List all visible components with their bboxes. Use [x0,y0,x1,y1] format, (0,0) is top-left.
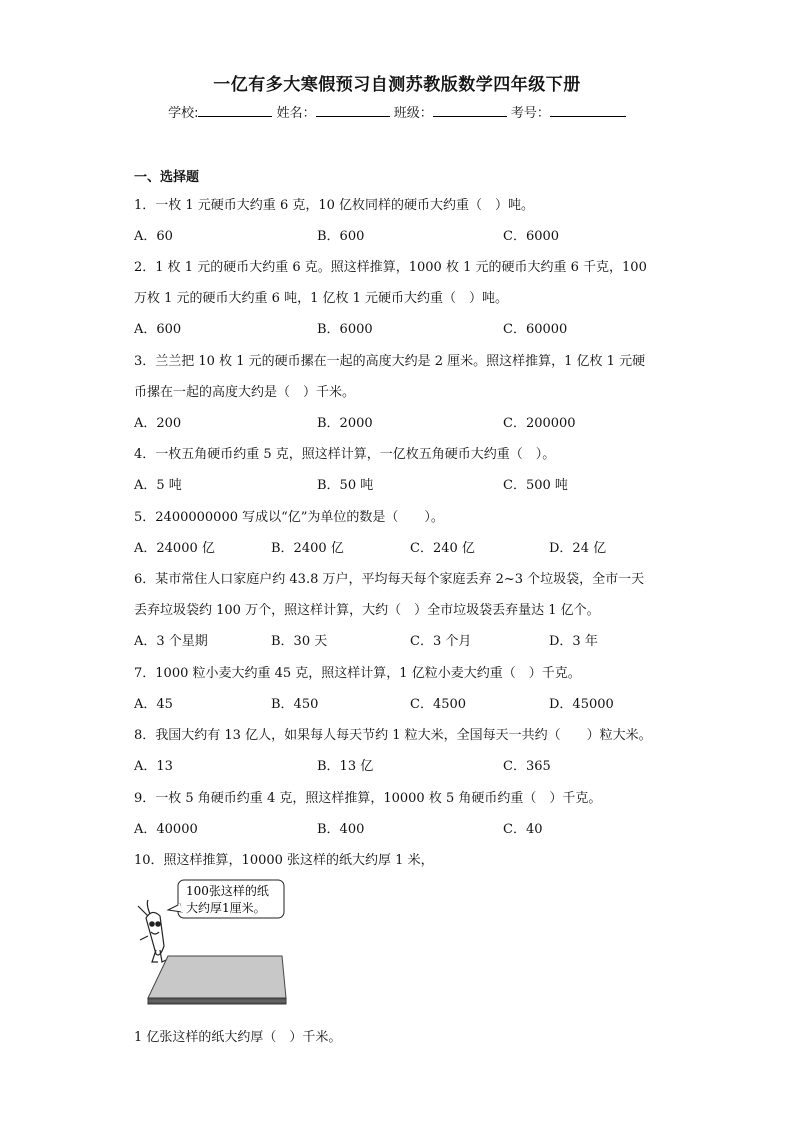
paper-stack-figure [134,874,294,1018]
question-8-option-a[interactable]: A．13 [134,759,173,774]
question-7-option-d[interactable]: D．45000 [549,697,614,712]
school-blank[interactable] [198,104,272,117]
question-1-option-b[interactable]: B．600 [317,229,365,244]
question-5-option-a[interactable]: A．24000 亿 [134,541,215,556]
question-5-option-b[interactable]: B．2400 亿 [271,541,344,556]
question-6-option-b[interactable]: B．30 天 [271,634,328,649]
paper-figure-svg [134,874,294,1014]
question-9-text: 9．一枚 5 角硬币约重 4 克，照这样推算，10000 枚 5 角硬币约重（ ）千克。 [134,791,602,806]
page-title: 一亿有多大寒假预习自测苏教版数学四年级下册 [213,75,581,95]
question-8-option-b[interactable]: B．13 亿 [317,759,374,774]
question-7-option-a[interactable]: A．45 [134,697,173,712]
name-blank[interactable] [316,104,390,117]
question-2-option-a[interactable]: A．600 [134,322,182,337]
question-7-text: 7．1000 粒小麦大约重 45 克，照这样计算，1 亿粒小麦大约重（ ）千克。 [134,666,581,681]
exam-number-blank[interactable] [550,104,626,117]
question-6-option-a[interactable]: A．3 个星期 [134,634,208,649]
question-2-text-line-2: 万枚 1 元的硬币大约重 6 吨，1 亿枚 1 元硬币大约重（ ）吨。 [134,291,509,306]
question-8-option-c[interactable]: C．365 [503,759,551,774]
question-3-option-c[interactable]: C．200000 [503,416,576,431]
question-4-option-a[interactable]: A．5 吨 [134,478,182,493]
question-8-text: 8．我国大约有 13 亿人，如果每人每天节约 1 粒大米，全国每天一共约（ ）粒大米。 [134,728,652,743]
question-5-option-d[interactable]: D．24 亿 [549,541,607,556]
question-2-text-line-1: 2．1 枚 1 元的硬币大约重 6 克。照这样推算，1000 枚 1 元的硬币大约重 6 千克，100 [134,260,647,275]
name-label: 姓名： [276,106,316,121]
question-7-option-c[interactable]: C．4500 [410,697,467,712]
question-6-option-c[interactable]: C．3 个月 [410,634,472,649]
question-6-option-d[interactable]: D．3 年 [549,634,598,649]
speech-bubble [168,880,284,918]
school-label: 学校: [168,106,199,121]
question-3-text-line-2: 币摞在一起的高度大约是（ ）千米。 [134,385,356,400]
question-7-option-b[interactable]: B．450 [271,697,319,712]
bubble-text-line-2: 大约厚1厘米。 [186,901,266,915]
question-3-option-b[interactable]: B．2000 [317,416,373,431]
question-4-text: 4．一枚五角硬币约重 5 克，照这样计算，一亿枚五角硬币大约重（ ）。 [134,447,556,462]
bubble-text-line-1: 100张这样的纸 [186,884,269,898]
question-9-option-a[interactable]: A．40000 [134,822,198,837]
question-6-text-line-1: 6．某市常住人口家庭户约 43.8 万户，平均每天每个家庭丢弃 2~3 个垃圾袋，全市一天 [134,572,645,587]
class-blank[interactable] [433,104,507,117]
question-10-tail-text: 1 亿张这样的纸大约厚（ ）千米。 [134,1030,342,1045]
question-2-option-c[interactable]: C．60000 [503,322,568,337]
student-info-row [0,102,794,121]
question-1-option-c[interactable]: C．6000 [503,229,560,244]
question-6-text-line-2: 丢弃垃圾袋约 100 万个，照这样计算，大约（ ）全市垃圾袋丢弃量达 1 亿个。 [134,603,600,618]
question-9-option-b[interactable]: B．400 [317,822,365,837]
paper-stack [148,956,286,1004]
question-1-text: 1．一枚 1 元硬币大约重 6 克，10 亿枚同样的硬币大约重（ ）吨。 [134,198,535,213]
section-title: 一、选择题 [134,170,200,185]
question-4-option-c[interactable]: C．500 吨 [503,478,568,493]
exam-number-label: 考号： [510,106,550,121]
question-3-text-line-1: 3．兰兰把 10 枚 1 元的硬币摞在一起的高度大约是 2 厘米。照这样推算，1 亿枚 1 元硬 [134,354,646,369]
question-4-option-b[interactable]: B．50 吨 [317,478,374,493]
question-5-option-c[interactable]: C．240 亿 [410,541,475,556]
cartoon-pencil-character-icon [138,900,166,962]
question-2-option-b[interactable]: B．6000 [317,322,373,337]
class-label: 班级： [393,106,433,121]
question-5-text: 5．2400000000 写成以“亿”为单位的数是（ ）。 [134,510,444,525]
question-10-text: 10．照这样推算，10000 张这样的纸大约厚 1 米， [134,853,434,868]
question-9-option-c[interactable]: C．40 [503,822,543,837]
question-1-option-a[interactable]: A．60 [134,229,173,244]
question-3-option-a[interactable]: A．200 [134,416,182,431]
